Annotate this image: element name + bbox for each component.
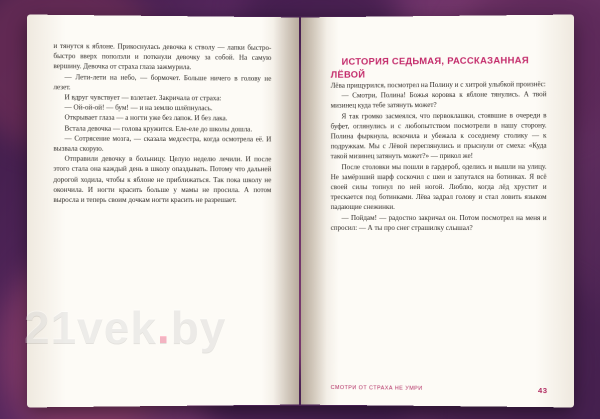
paragraph: Отправили девочку в больницу. Целую неделю лечили. И после этого стала она каждый день в школу опаздывать. Потому что дальней дорогой ходила, чтобы к яблоне не приближаться. Так пока школу не окончила. И ногти красить больше у мамы не просила. А потом выросла и теперь своим дочкам ногти красить не разрешает. (53, 154, 272, 205)
paragraph: Встала девочка — голова кружится. Еле-еле до школы дошла. (64, 124, 253, 134)
running-footer: СМОТРИ ОТ СТРАХА НЕ УМРИ (330, 384, 423, 392)
paragraph: Я так громко засмеялся, что первоклашки, стоявшие в очереди в буфет, оглянулись и с любопытством посмотрели в нашу сторону. Полина фыркнула, вскочила и убежала к соседнему столику — к подружкам. Мы с Лёвой переглянулись и прыснули от смеха: «Куда такой мизинец затянуть может?» — прикол же! (330, 111, 547, 161)
chapter-title: ИСТОРИЯ СЕДЬМАЯ, РАССКАЗАННАЯ ЛЁВОЙ (330, 54, 529, 80)
paragraph: — Лети-лети на небо, — бормочет. Больше ничего в голову не лезет. (53, 72, 272, 92)
watermark-dot: . (156, 301, 171, 353)
paragraph: — Пойдам! — радостно закричал он. Потом посмотрел на меня и спросил: — А ты про снег страшилку слышал? (330, 213, 547, 232)
page-number: 43 (538, 385, 548, 396)
paragraph: Лёва прищурился, посмотрел на Полину и с хитрой улыбкой произнёс: (330, 80, 546, 90)
book-gutter-shadow (301, 17, 327, 405)
paragraph: Открывает глаза — а ногти уже без лапок. И без лака. (64, 113, 228, 123)
book-gutter-shadow (273, 17, 299, 405)
book-page-left (27, 15, 299, 408)
open-book (28, 16, 573, 406)
paragraph: И вдруг чувствует — взлетает. Закричала от страха: (64, 93, 222, 103)
paragraph: — Ой-ой-ой! — бум! — и на землю шлёпнулась. (64, 103, 213, 113)
paragraph: — Смотри, Полина! Божья коровка к яблоне тянулись. А твой мизинец куда тебе затянуть может? (330, 90, 547, 110)
watermark-brand: 21vek (24, 301, 157, 353)
book-page-right (301, 15, 574, 408)
paragraph: и тянутся к яблоне. Прикоснулась девочка к стволу — лапки быстро-быстро вверх поползли и поткнули девочку за собой. На самую вершину. Девочка от страха глаза зажмурила. (53, 41, 272, 72)
paragraph: После столовки мы пошли в гардероб, оделись и вышли на улицу. Не замёрзший шарф соскочил с шеи и запутался на ботинках. Я всё своей силы топнул по ней ногой. Люблю, когда лёд хрустит и трескается под ботинками. Лёва задрал голову и стал ловить языком падающие снежинки. (330, 162, 547, 212)
left-page-text-column (53, 41, 271, 205)
watermark-suffix: by (170, 301, 227, 353)
paragraph: — Сотрясение мозга, — сказала медсестра, когда осмотрела её. И вызвала скорую. (53, 134, 272, 153)
right-page-text-column (331, 53, 547, 233)
